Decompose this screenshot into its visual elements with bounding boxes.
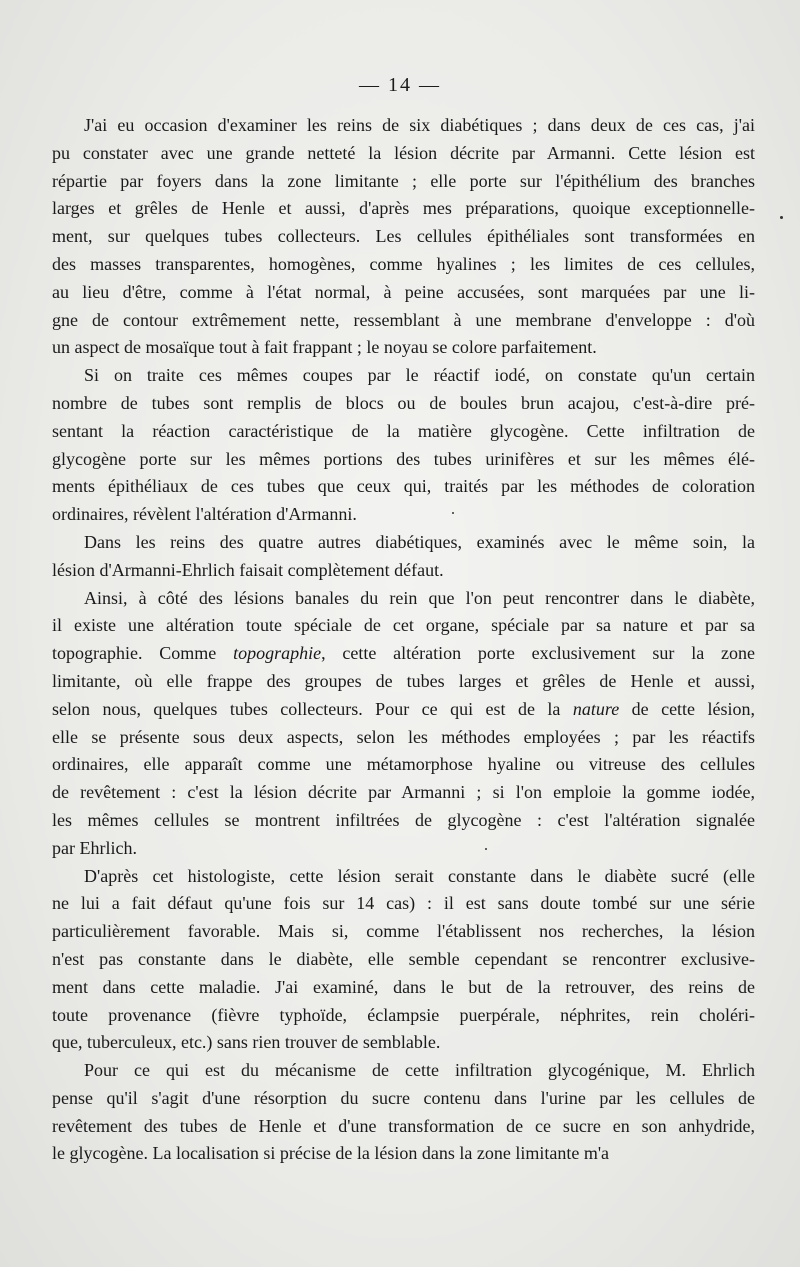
text-line: limitante, où elle frappe des groupes de tubes larges et grêles de Henle et aussi,	[52, 670, 755, 691]
text-line: le glycogène. La localisation si précise de la lésion dans la zone limitante m'a	[52, 1143, 610, 1164]
text-line: particulièrement favorable. Mais si, comme l'établissent nos recherches, la lésion	[52, 921, 755, 942]
ink-speck	[485, 848, 487, 850]
text-line: un aspect de mosaïque tout à fait frappant ; le noyau se colore parfaitement.	[52, 337, 597, 358]
text-line: il existe une altération toute spéciale de cet organe, spéciale par sa nature et par sa	[52, 615, 755, 636]
text-line: pu constater avec une grande netteté la lésion décrite par Armanni. Cette lésion est	[52, 142, 755, 163]
text-line: ments épithéliaux de ces tubes que ceux qui, traités par les méthodes de coloration	[52, 476, 755, 497]
text-line: Ainsi, à côté des lésions banales du rein que l'on peut rencontrer dans le diabète,	[84, 587, 755, 608]
text-line: par Ehrlich.	[52, 837, 137, 858]
paragraph	[52, 529, 755, 585]
text-line: D'après cet histologiste, cette lésion serait constante dans le diabète sucré (elle	[84, 865, 755, 886]
paragraph	[52, 1057, 755, 1168]
text-line: larges et grêles de Henle et aussi, d'après mes préparations, quoique exceptionnelle-	[52, 198, 755, 219]
text-line: pense qu'il s'agit d'une résorption du sucre contenu dans l'urine par les cellules de	[52, 1087, 755, 1108]
body-text	[52, 112, 755, 1168]
paragraph	[52, 362, 755, 529]
text-line: au lieu d'être, comme à l'état normal, à peine accusées, sont marquées par une li-	[52, 281, 755, 302]
text-line: Dans les reins des quatre autres diabétiques, examinés avec le même soin, la	[84, 531, 755, 552]
text-line: n'est pas constante dans le diabète, elle semble cependant se rencontrer exclusive-	[52, 948, 755, 969]
text-line: ordinaires, elle apparaît comme une métamorphose hyaline ou vitreuse des cellules	[52, 754, 755, 775]
text-line: elle se présente sous deux aspects, selon les méthodes employées ; par les réactifs	[52, 726, 755, 747]
text-line: des masses transparentes, homogènes, comme hyalines ; les limites de ces cellules,	[52, 253, 755, 274]
text-line: J'ai eu occasion d'examiner les reins de six diabétiques ; dans deux de ces cas, j'ai	[84, 115, 755, 135]
text-line: ordinaires, révèlent l'altération d'Armanni.	[52, 504, 357, 525]
text-line: topographie. Comme topographie, cette altération porte exclusivement sur la zone	[52, 643, 755, 664]
text-line: ne lui a fait défaut qu'une fois sur 14 cas) : il est sans doute tombé sur une série	[52, 893, 755, 914]
text-line: glycogène porte sur les mêmes portions des tubes urinifères et sur les mêmes élé-	[52, 448, 755, 469]
ink-speck	[452, 512, 454, 514]
page-number: — 14 —	[359, 74, 441, 96]
text-line: ment dans cette maladie. J'ai examiné, dans le but de la retrouver, des reins de	[52, 976, 755, 997]
italic-term: topographie	[233, 643, 322, 664]
text-line: les mêmes cellules se montrent infiltrées de glycogène : c'est l'altération signalée	[52, 809, 755, 830]
text-line: lésion d'Armanni-Ehrlich faisait complètement défaut.	[52, 559, 444, 580]
text-line: ment, sur quelques tubes collecteurs. Les cellules épithéliales sont transformées en	[52, 226, 755, 247]
paragraph	[52, 585, 755, 863]
text-line: selon nous, quelques tubes collecteurs. Pour ce qui est de la nature de cette lésion,	[52, 698, 755, 719]
ink-speck	[780, 216, 783, 219]
italic-term: nature	[572, 698, 620, 719]
paragraph	[52, 863, 755, 1058]
text-line: Si on traite ces mêmes coupes par le réactif iodé, on constate qu'un certain	[84, 365, 755, 386]
text-line: de revêtement : c'est la lésion décrite par Armanni ; si l'on emploie la gomme iodée,	[52, 782, 755, 803]
text-line: que, tuberculeux, etc.) sans rien trouver de semblable.	[52, 1032, 441, 1053]
text-line: Pour ce qui est du mécanisme de cette infiltration glycogénique, M. Ehrlich	[84, 1060, 755, 1081]
paragraph	[52, 112, 755, 362]
text-line: toute provenance (fièvre typhoïde, éclampsie puerpérale, néphrites, rein choléri-	[52, 1004, 755, 1025]
text-line: revêtement des tubes de Henle et d'une transformation de ce sucre en son anhydride,	[52, 1115, 755, 1136]
text-line: gne de contour extrêmement nette, ressemblant à une membrane d'enveloppe : d'où	[52, 309, 755, 330]
text-line: répartie par foyers dans la zone limitante ; elle porte sur l'épithélium des branches	[52, 170, 755, 191]
text-line: nombre de tubes sont remplis de blocs ou de boules brun acajou, c'est-à-dire pré-	[52, 392, 755, 413]
text-line: sentant la réaction caractéristique de la matière glycogène. Cette infiltration de	[52, 420, 755, 441]
